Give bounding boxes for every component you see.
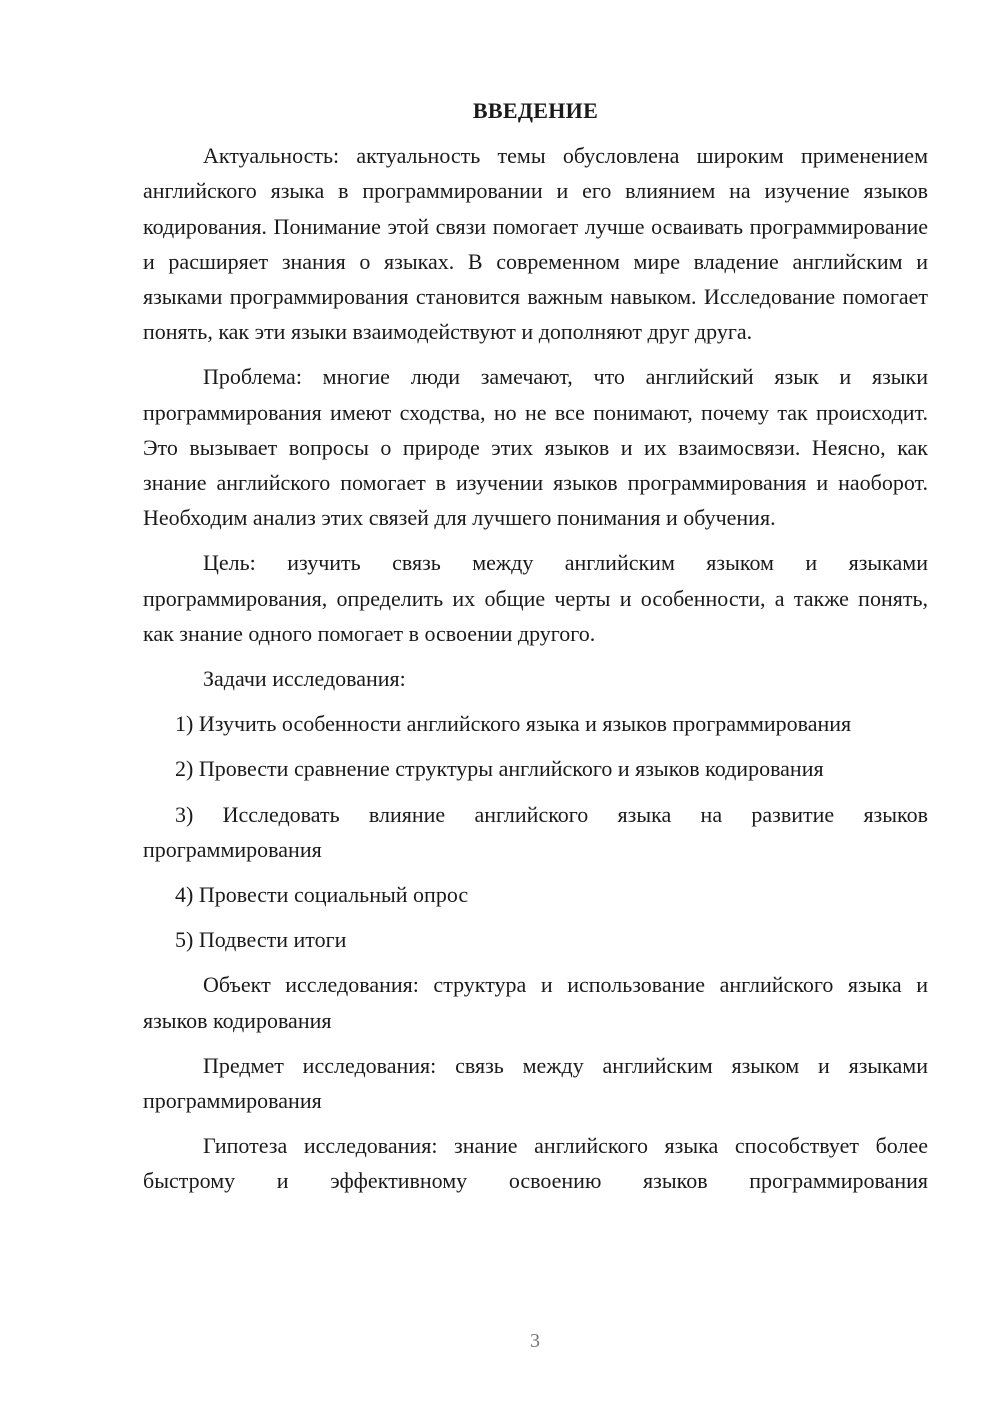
task-item-1: 1) Изучить особенности английского языка и языков программирования (175, 711, 852, 737)
task-item-3: 3) Исследовать влияние английского языка на развитие языков программирования (143, 801, 928, 862)
tasks-title: Задачи исследования: (203, 666, 406, 692)
problem-paragraph: Проблема: многие люди замечают, что английский язык и языки программирования имеют сходства, но не все понимают, почему так происходит. Это вызывает вопросы о природе этих языков и их взаимосвязи. Неясно, как знание английского помогает в изучении языков программирования и наоборот. Необходим анализ этих связей для лучшего понимания и обучения. (143, 364, 928, 531)
relevance-paragraph: Актуальность: актуальность темы обусловлена широким применением английского языка в программировании и его влиянием на изучение языков кодирования. Понимание этой связи помогает лучше осваивать программирование и расширяет знания о языках. В современном мире владение английским и языками программирования становится важным навыком. Исследование помогает понять, как эти языки взаимодействуют и дополняют друг друга. (143, 143, 928, 345)
page-number: 3 (530, 1330, 540, 1352)
document-page (143, 93, 928, 1209)
subject-paragraph: Предмет исследования: связь между английским языком и языками программирования (143, 1052, 928, 1114)
task-item-4: 4) Провести социальный опрос (175, 882, 469, 908)
object-paragraph: Объект исследования: структура и использование английского языка и языков кодирования (143, 972, 928, 1033)
task-item-2: 2) Провести сравнение структуры английского и языков кодирования (175, 756, 824, 782)
task-item-5: 5) Подвести итоги (175, 927, 347, 953)
hypothesis-paragraph: Гипотеза исследования: знание английского языка способствует более быстрому и эффективному освоению языков программирования (143, 1133, 928, 1194)
section-heading: ВВЕДЕНИЕ (472, 98, 599, 123)
goal-paragraph: Цель: изучить связь между английским языком и языками программирования, определить их общие черты и особенности, а также понять, как знание одного помогает в освоении другого. (143, 550, 928, 646)
